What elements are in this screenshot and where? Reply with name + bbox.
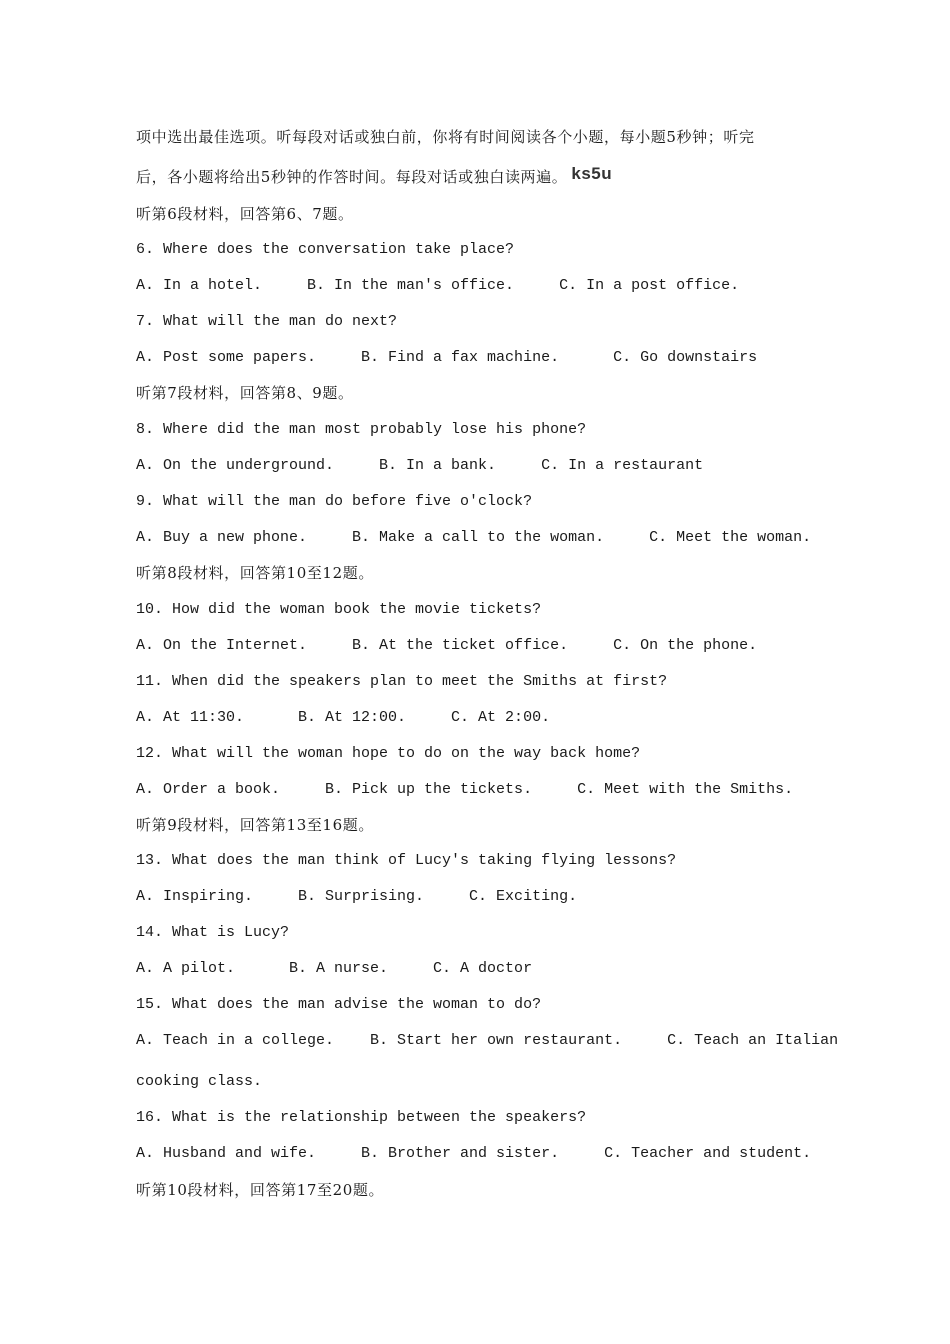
- section-6-heading: 听第6段材料，回答第6、7题。: [136, 205, 354, 223]
- intro-line-1: 项中选出最佳选项。听每段对话或独白前，你将有时间阅读各个小题，每小题5秒钟；听完: [136, 128, 755, 146]
- question-12-options: A. Order a book. B. Pick up the tickets. C. Meet with the Smiths.: [136, 781, 794, 798]
- question-13: 13. What does the man think of Lucy's taking flying lessons?: [136, 852, 677, 869]
- question-6-options: A. In a hotel. B. In the man's office. C. In a post office.: [136, 277, 740, 294]
- question-11-options: A. At 11:30. B. At 12:00. C. At 2:00.: [136, 709, 551, 726]
- question-13-options: A. Inspiring. B. Surprising. C. Exciting.: [136, 888, 578, 905]
- question-15: 15. What does the man advise the woman to do?: [136, 996, 542, 1013]
- question-6: 6. Where does the conversation take place?: [136, 241, 515, 258]
- question-16: 16. What is the relationship between the speakers?: [136, 1109, 587, 1126]
- question-8: 8. Where did the man most probably lose his phone?: [136, 421, 587, 438]
- question-10: 10. How did the woman book the movie tickets?: [136, 601, 542, 618]
- section-9-heading: 听第9段材料，回答第13至16题。: [136, 816, 374, 834]
- question-7-options: A. Post some papers. B. Find a fax machine. C. Go downstairs: [136, 349, 758, 366]
- intro-line-2-text: 后，各小题将给出5秒钟的作答时间。每段对话或独白读两遍。: [136, 168, 568, 186]
- question-8-options: A. On the underground. B. In a bank. C. In a restaurant: [136, 457, 704, 474]
- question-15-options-continued: cooking class.: [136, 1073, 263, 1090]
- question-12: 12. What will the woman hope to do on the way back home?: [136, 745, 641, 762]
- question-14: 14. What is Lucy?: [136, 924, 290, 941]
- section-10-heading: 听第10段材料，回答第17至20题。: [136, 1181, 385, 1199]
- question-9-options: A. Buy a new phone. B. Make a call to the woman. C. Meet the woman.: [136, 529, 812, 546]
- section-8-heading: 听第8段材料，回答第10至12题。: [136, 564, 374, 582]
- question-7: 7. What will the man do next?: [136, 313, 398, 330]
- question-16-options: A. Husband and wife. B. Brother and sister. C. Teacher and student.: [136, 1145, 812, 1162]
- question-11: 11. When did the speakers plan to meet the Smiths at first?: [136, 673, 668, 690]
- question-9: 9. What will the man do before five o'clock?: [136, 493, 533, 510]
- intro-line-2: [136, 164, 613, 187]
- section-7-heading: 听第7段材料，回答第8、9题。: [136, 384, 354, 402]
- question-14-options: A. A pilot. B. A nurse. C. A doctor: [136, 960, 533, 977]
- question-10-options: A. On the Internet. B. At the ticket office. C. On the phone.: [136, 637, 758, 654]
- question-15-options: A. Teach in a college. B. Start her own restaurant. C. Teach an Italian: [136, 1032, 839, 1049]
- ks5u-logo: ks5u: [571, 164, 613, 183]
